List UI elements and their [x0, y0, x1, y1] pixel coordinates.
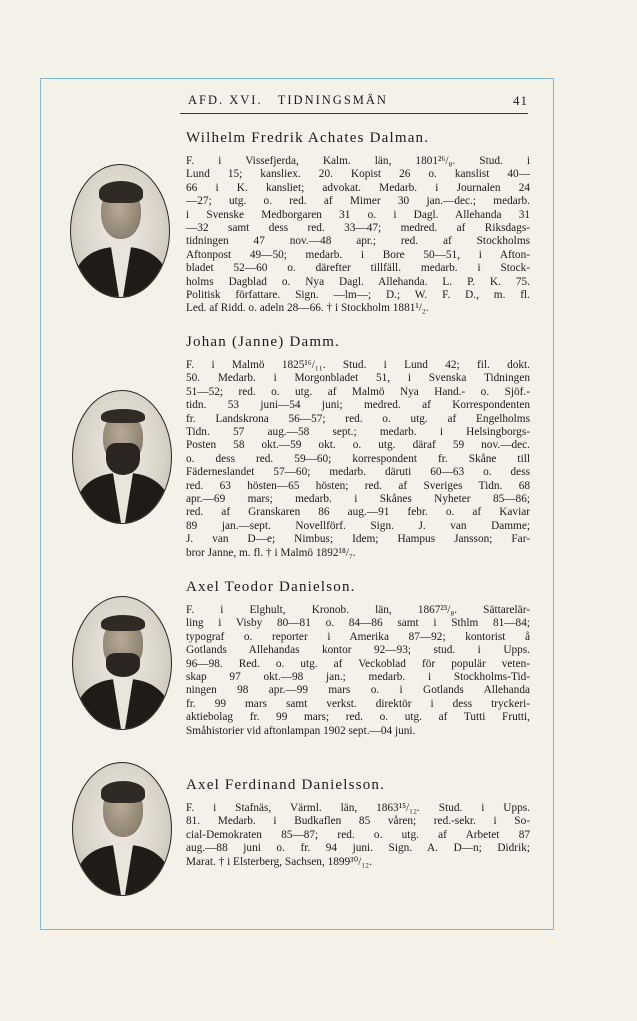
text-line: ningen 98 apr.—99 mars o. i Gotlands Allehanda — [186, 684, 530, 697]
text-line: F. i Stafnäs, Värml. län, 1863¹⁵/₁₂. Stud. i Upps. — [186, 802, 530, 814]
portrait-axel-ferdinand-danielsson — [72, 762, 172, 896]
text-line: Tidn. 57 aug.—58 sept.; medarb. i Helsingborgs- — [186, 426, 530, 439]
text-line: Lund 15; kansliex. 20. Kopist 26 o. kanslist 40— — [186, 168, 530, 181]
entry-body — [186, 155, 530, 316]
text-line: tidningen 47 nov.—48 apr.; red. af Stockholms — [186, 235, 530, 248]
entry-body — [186, 604, 530, 738]
portrait-damm — [72, 390, 172, 524]
text-line: Fäderneslandet 57—60; medarb. däruti 60—63 o. dess — [186, 466, 530, 479]
text-line: 66 i K. kansliet; advokat. Medarb. i Journalen 24 — [186, 181, 530, 194]
text-line: Politisk författare. Sign. —lm—; D.; W. F. D., m. fl. — [186, 289, 530, 302]
text-line: red. af Granskaren 86 aug.—91 febr. o. af Kaviar — [186, 506, 530, 519]
text-line: 89 jan.—sept. Novellförf. Sign. J. van Damme; — [186, 519, 530, 532]
entry-damm — [186, 334, 530, 560]
text-line: apr.—69 mars; medarb. i Skånes Nyheter 85—86; — [186, 493, 530, 506]
text-line: Gotlands Allehandas kontor 92—93; stud. i Upps. — [186, 644, 530, 657]
text-line: fr. Landskrona 56—57; red. o. utg. af Engelholms — [186, 412, 530, 425]
text-line: cial-Demokraten 85—87; red. o. utg. af Arbetet 87 — [186, 828, 530, 841]
text-line: 50. Medarb. i Morgonbladet 51, i Svenska Tidningen — [186, 372, 530, 385]
text-line: Posten 58 okt.—59 okt. o. utg. däraf 59 nov.—dec. — [186, 439, 530, 452]
entry-body — [186, 359, 530, 560]
portrait-dalman — [70, 164, 170, 298]
entry-name: Wilhelm Fredrik Achates Dalman. — [186, 130, 430, 146]
text-line: skap 97 okt.—98 jan.; medarb. i Stockholms-Tid- — [186, 671, 530, 684]
text-line: tidn. 53 juni—54 juni; medred. af Korrespondenten — [186, 399, 530, 412]
text-line: F. i Elghult, Kronob. län, 1867²³/₈. Sättarelär- — [186, 604, 530, 616]
entry-dalman — [186, 130, 530, 316]
text-line: 81. Medarb. i Budkaflen 85 våren; red.-sekr. i So- — [186, 815, 530, 828]
entry-name: Axel Teodor Danielson. — [186, 579, 356, 595]
text-line: typograf o. reporter i Amerika 87—92; kontorist å — [186, 630, 530, 643]
text-line: i Svenske Medborgaren 31 o. i Dagl. Allehanda 31 — [186, 208, 530, 221]
entry-body — [186, 802, 530, 869]
text-line: F. i Vissefjerda, Kalm. län, 1801²⁶/₈. Stud. i — [186, 155, 530, 167]
text-line: Marat. † i Elsterberg, Sachsen, 1899³⁰/₁₂. — [186, 855, 372, 868]
text-line: Aftonpost 49—50; medarb. i Bore 50—51, i Afton- — [186, 248, 530, 261]
portrait-axel-teodor-danielson — [72, 596, 172, 730]
text-line: J. van D—e; Nimbus; Idem; Hampus Jansson; Far- — [186, 533, 530, 546]
text-line: bror Janne, m. fl. † i Malmö 1892¹⁸/₇. — [186, 546, 356, 559]
text-line: —27; utg. o. red. af Mimer 30 jan.—dec.; medarb. — [186, 195, 530, 208]
entry-name: Axel Ferdinand Danielsson. — [186, 777, 386, 793]
text-line: Småhistorier vid aftonlampan 1902 sept.—04 juni. — [186, 724, 416, 737]
page-number: 41 — [513, 93, 528, 108]
text-line: aug.—88 juni o. fr. 94 juni. Sign. A. D—n; Didrik; — [186, 842, 530, 855]
text-line: aktiebolag fr. 99 mars; red. o. utg. af Tutti Frutti, — [186, 711, 530, 724]
section-title: AFD. XVI. TIDNINGSMÄN — [188, 93, 388, 107]
text-line: 96—98. Red. o. utg. af Veckoblad för populär veten- — [186, 657, 530, 670]
text-line: 51—52; red. o. utg. af Malmö Nya Hand.- o. Sjöf.- — [186, 385, 530, 398]
entry-name: Johan (Janne) Damm. — [186, 334, 341, 350]
text-line: F. i Malmö 1825¹⁶/₁₁. Stud. i Lund 42; fil. dokt. — [186, 359, 530, 371]
text-line: —32 samt dess red. 33—47; medred. af Riksdags- — [186, 222, 530, 235]
text-line: ling i Visby 80—81 o. 84—86 samt i Sthlm 81—84; — [186, 617, 530, 630]
header-rule — [180, 113, 528, 114]
entry-axel-teodor-danielson — [186, 579, 530, 738]
text-line: fr. 99 mars samt verkst. direktör i dess tryckeri- — [186, 697, 530, 710]
text-line: red. 63 hösten—65 hösten; red. af Sveriges Tidn. 68 — [186, 479, 530, 492]
text-line: bladet 52—60 o. därefter tillfäll. medarb. i Stock- — [186, 262, 530, 275]
text-line: holms Dagblad o. Nya Dagl. Allehanda. L. P. K. 75. — [186, 275, 530, 288]
entry-axel-ferdinand-danielsson — [186, 777, 530, 869]
running-header — [188, 93, 528, 109]
text-line: o. dess red. 59—60; korrespondent fr. Skåne till — [186, 452, 530, 465]
text-line: Led. af Ridd. o. adeln 28—66. † i Stockholm 1881¹/₂. — [186, 302, 429, 315]
